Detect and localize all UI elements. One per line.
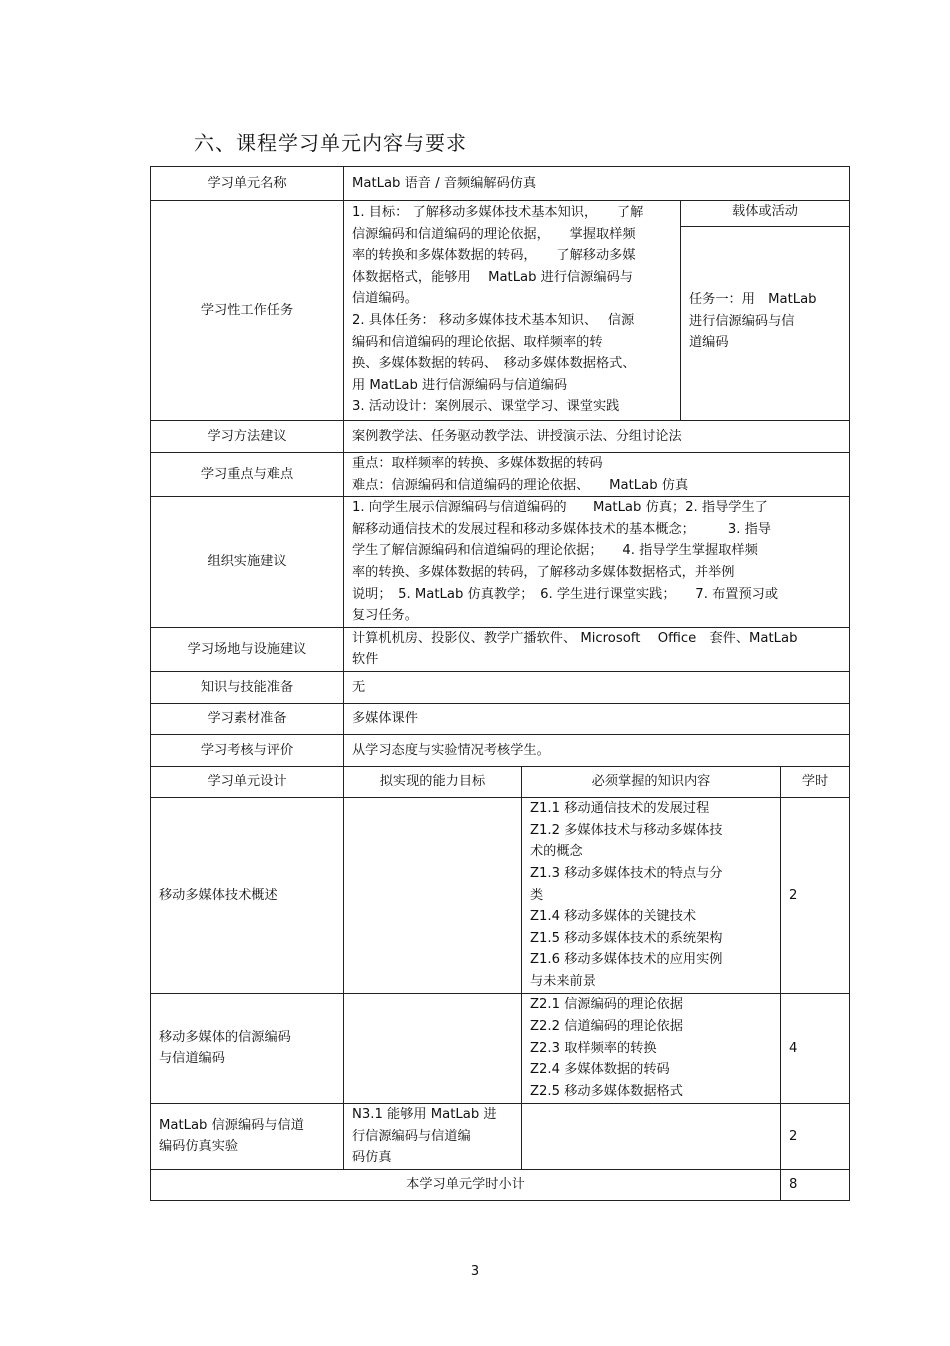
unit-name-value: MatLab 语音 / 音频编解码仿真 (344, 167, 850, 201)
row-org (151, 497, 850, 628)
task-desc-line: 3. 活动设计：案例展示、课堂学习、课堂实践 (352, 399, 620, 415)
design-header-knowledge: 必须掌握的知识内容 (522, 766, 781, 797)
design-row (151, 993, 850, 1103)
row-unit-name (151, 167, 850, 201)
design-ability (344, 797, 522, 993)
carrier-body (681, 227, 849, 420)
ability-item: 行信源编码与信道编 (352, 1128, 471, 1144)
design-unit-line: 移动多媒体的信源编码 (159, 1029, 291, 1045)
task-desc-line: 体数据格式，能够用 MatLab 进行信源编码与 (352, 269, 633, 285)
design-ability (344, 1103, 522, 1169)
task-desc-line: 2. 具体任务： 移动多媒体技术基本知识、 信源 (352, 312, 635, 328)
design-header-row (151, 766, 850, 797)
unit-name-label: 学习单元名称 (151, 167, 344, 201)
knowledge-item: Z1.3 移动多媒体技术的特点与分 (530, 866, 723, 882)
focus-line: 难点：信源编码和信道编码的理论依据、 MatLab 仿真 (352, 477, 689, 493)
row-method (151, 421, 850, 453)
knowledge-prep-value: 无 (344, 671, 850, 703)
venue-line: 计算机机房、投影仪、教学广播软件、 Microsoft Office 套件、MatLab (352, 630, 798, 646)
task-desc-line: 率的转换和多媒体数据的转码， 了解移动多媒 (352, 248, 636, 264)
row-material (151, 703, 850, 734)
task-description (344, 201, 681, 420)
knowledge-item: Z1.6 移动多媒体技术的应用实例 (530, 952, 723, 968)
org-line: 率的转换、多媒体数据的转码，了解移动多媒体数据格式，并举例 (352, 564, 735, 580)
venue-value (344, 627, 850, 671)
ability-item: N3.1 能够用 MatLab 进 (352, 1106, 497, 1122)
subtotal-row (151, 1169, 850, 1200)
venue-line: 软件 (352, 652, 379, 668)
method-label: 学习方法建议 (151, 421, 344, 453)
knowledge-prep-label: 知识与技能准备 (151, 671, 344, 703)
focus-line: 重点：取样频率的转换、多媒体数据的转码 (352, 456, 603, 471)
org-line: 解移动通信技术的发展过程和移动多媒体技术的基本概念； 3. 指导 (352, 521, 771, 537)
row-focus (151, 453, 850, 497)
design-header-unit: 学习单元设计 (151, 766, 344, 797)
knowledge-item: 类 (530, 887, 544, 903)
method-value: 案例教学法、任务驱动教学法、讲授演示法、分组讨论法 (344, 421, 850, 453)
carrier-line: 道编码 (689, 335, 729, 351)
task-desc-line: 换、多媒体数据的转码、 移动多媒体数据格式、 (352, 356, 636, 372)
venue-label: 学习场地与设施建议 (151, 627, 344, 671)
section-title: 六、课程学习单元内容与要求 (194, 131, 467, 155)
carrier-header: 载体或活动 (681, 201, 849, 227)
task-desc-line: 信源编码和信道编码的理论依据， 掌握取样频 (352, 226, 636, 242)
org-line: 复习任务。 (352, 608, 418, 624)
org-line: 1. 向学生展示信源编码与信道编码的 MatLab 仿真；2. 指导学生了 (352, 500, 768, 516)
org-line: 学生了解信源编码和信道编码的理论依据； 4. 指导学生掌握取样频 (352, 543, 758, 559)
design-hours: 2 (781, 797, 850, 993)
knowledge-item: Z2.1 信源编码的理论依据 (530, 997, 683, 1013)
design-knowledge (522, 797, 781, 993)
org-label: 组织实施建议 (151, 497, 344, 628)
task-label: 学习性工作任务 (151, 201, 344, 421)
knowledge-item: Z2.2 信道编码的理论依据 (530, 1019, 683, 1035)
design-ability (344, 993, 522, 1103)
carrier-line: 进行信源编码与信 (689, 313, 795, 329)
knowledge-item: Z2.3 取样频率的转换 (530, 1040, 657, 1056)
design-unit-line: 与信道编码 (159, 1051, 225, 1067)
focus-value (344, 453, 850, 497)
subtotal-value: 8 (781, 1169, 850, 1200)
design-unit-line: 移动多媒体技术概述 (159, 887, 278, 903)
page-number: 3 (470, 1264, 480, 1279)
assess-value: 从学习态度与实验情况考核学生。 (344, 734, 850, 766)
task-desc-line: 编码和信道编码的理论依据、取样频率的转 (352, 334, 603, 350)
task-cell (344, 201, 850, 421)
design-hours: 4 (781, 993, 850, 1103)
knowledge-item: Z1.5 移动多媒体技术的系统架构 (530, 930, 723, 946)
material-label: 学习素材准备 (151, 703, 344, 734)
design-unit-line: MatLab 信源编码与信道 (159, 1117, 304, 1133)
org-line: 说明； 5. MatLab 仿真教学； 6. 学生进行课堂实践； 7. 布置预习或 (352, 586, 779, 602)
course-unit-table (150, 166, 850, 1201)
design-knowledge (522, 1103, 781, 1169)
design-hours: 2 (781, 1103, 850, 1169)
knowledge-item: Z2.5 移动多媒体数据格式 (530, 1083, 683, 1099)
row-knowledge-prep (151, 671, 850, 703)
design-unit-name (151, 1103, 344, 1169)
carrier-column (681, 201, 849, 420)
knowledge-item: Z1.4 移动多媒体的关键技术 (530, 909, 697, 925)
org-value (344, 497, 850, 628)
design-row (151, 1103, 850, 1169)
knowledge-item: Z2.4 多媒体数据的转码 (530, 1062, 670, 1078)
design-header-ability: 拟实现的能力目标 (344, 766, 522, 797)
carrier-line: 任务一：用 MatLab (689, 292, 817, 307)
material-value: 多媒体课件 (344, 703, 850, 734)
row-assess (151, 734, 850, 766)
design-knowledge (522, 993, 781, 1103)
subtotal-label: 本学习单元学时小计 (151, 1169, 781, 1200)
design-unit-line: 编码仿真实验 (159, 1139, 239, 1155)
design-row (151, 797, 850, 993)
knowledge-item: Z1.2 多媒体技术与移动多媒体技 (530, 822, 723, 838)
knowledge-item: Z1.1 移动通信技术的发展过程 (530, 801, 710, 817)
task-desc-line: 用 MatLab 进行信源编码与信道编码 (352, 377, 568, 393)
row-task (151, 201, 850, 421)
task-desc-line: 1. 目标： 了解移动多媒体技术基本知识， 了解 (352, 205, 644, 220)
design-header-hours: 学时 (781, 766, 850, 797)
ability-item: 码仿真 (352, 1150, 392, 1166)
focus-label: 学习重点与难点 (151, 453, 344, 497)
knowledge-item: 与未来前景 (530, 974, 596, 990)
row-venue (151, 627, 850, 671)
design-unit-name (151, 797, 344, 993)
knowledge-item: 术的概念 (530, 844, 583, 860)
task-desc-line: 信道编码。 (352, 291, 418, 307)
design-unit-name (151, 993, 344, 1103)
assess-label: 学习考核与评价 (151, 734, 344, 766)
